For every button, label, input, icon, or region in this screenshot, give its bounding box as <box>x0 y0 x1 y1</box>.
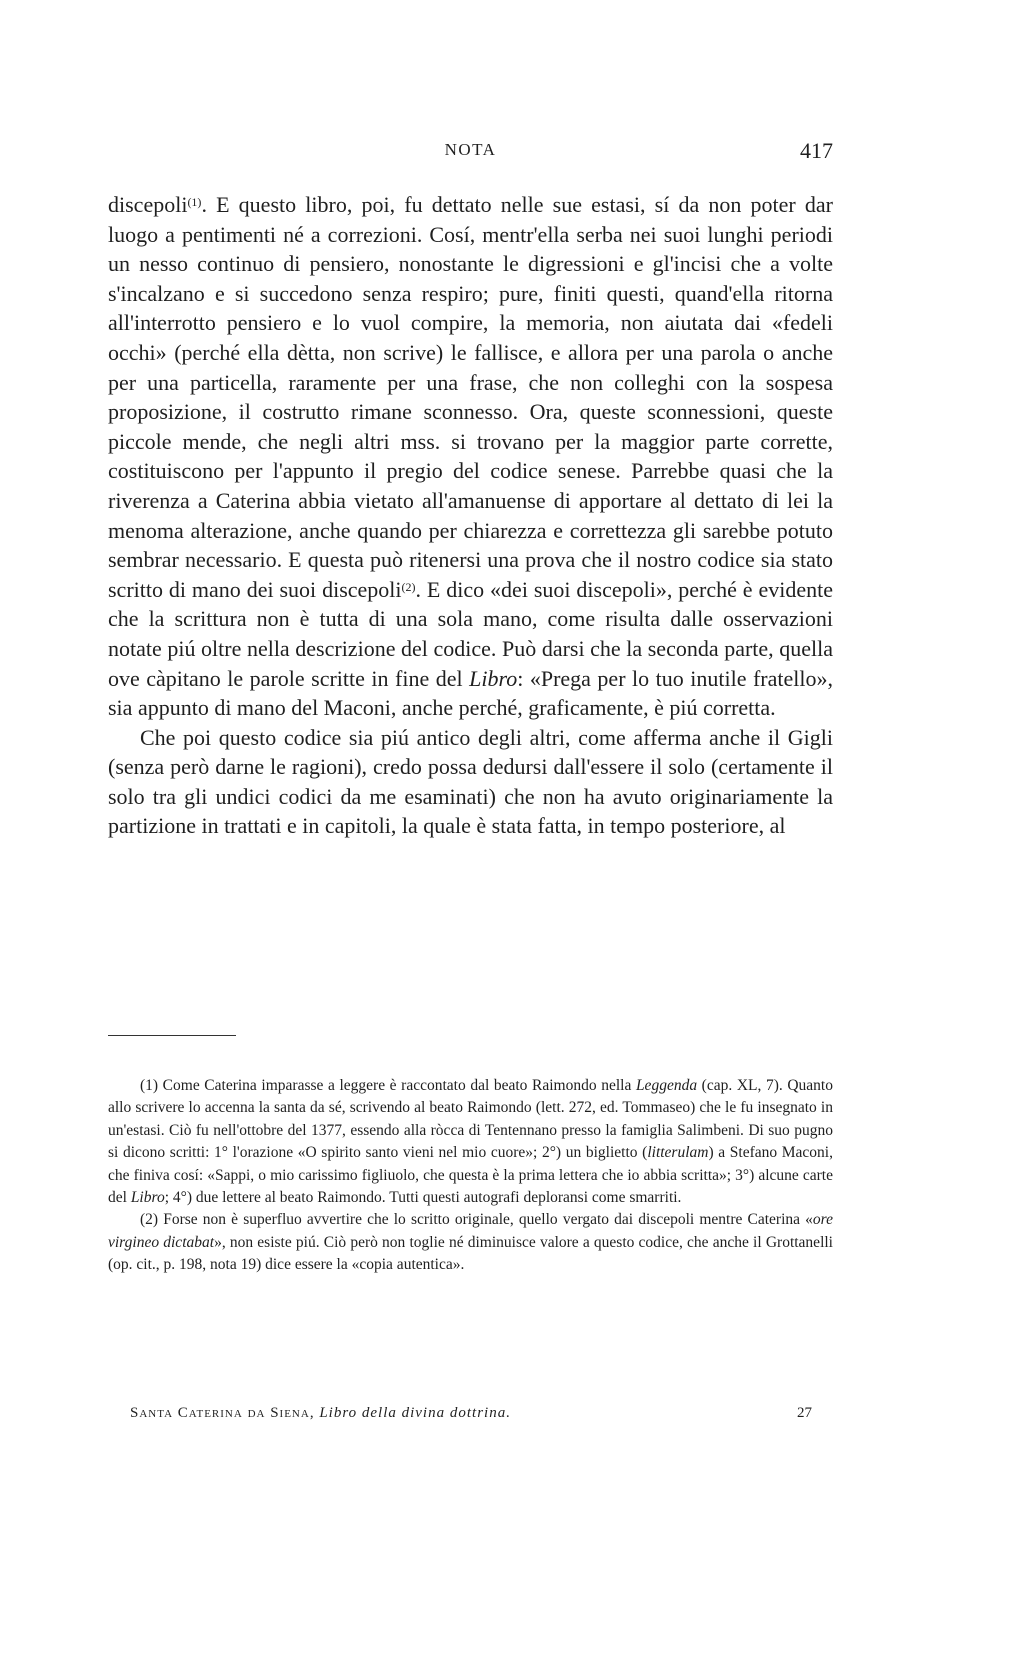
paragraph-1-text-d: : «Prega per lo tuo inutile fratello», sia appunto di mano del Maconi, anche perché, graficamente, è piú corretta. <box>108 665 833 721</box>
running-head <box>108 138 833 164</box>
page-number: 417 <box>800 138 833 163</box>
signature-author: Santa Caterina da Siena <box>130 1405 310 1421</box>
footnote-1-text-b: (cap. XL, 7). Quanto allo scrivere lo accenna la santa da sé, scrivendo al beato Raimondo (lett. 272, ed. Tommaseo) che le fu insegnato in un'estasi. Ciò fu nell'ottobre del 1377, essendo alla ròcca di Tentennano presso la famiglia Salimbeni. Di suo pugno si dicono scritti: 1° l'orazione «O spirito santo vieni nel mio cuore»; 2°) un biglietto ( <box>108 1077 833 1162</box>
signature-title: Libro della divina dottrina. <box>319 1405 511 1421</box>
footnote-1-text-c: ) a Stefano Maconi, che finiva cosí: «Sappi, o mio carissimo figliuolo, che questa è la prima lettera che io abbia scritta»; 3°) alcune carte del <box>108 1144 833 1207</box>
italic-libro-fn: Libro <box>130 1189 165 1207</box>
footnote-1-text-d: ; 4°) due lettere al beato Raimondo. Tutti questi autografi deploransi come smarriti. <box>164 1189 682 1207</box>
printer-signature <box>130 1405 812 1429</box>
italic-ore-virgineo: ore virgineo dictabat <box>108 1211 833 1251</box>
italic-libro: Libro <box>469 665 518 691</box>
footnote-ref-1: (1) <box>187 195 202 209</box>
italic-litterulam: litterulam <box>647 1144 709 1162</box>
paragraph-1-text-a: discepoli <box>108 192 188 217</box>
paragraph-2: Che poi questo codice sia piú antico degli altri, come afferma anche il Gigli (senza però darne le ragioni), credo possa dedursi dall'essere il solo (certamente il solo tra gli undici codici da me esaminati) che non ha avuto originariamente la partizione in trattati e in capitoli, la quale è stata fatta, in tempo posteriore, al <box>108 724 833 839</box>
footnote-1-text-a: (1) Come Caterina imparasse a leggere è raccontato dal beato Raimondo nella <box>140 1077 636 1094</box>
paragraph-1 <box>108 190 833 723</box>
paragraph-1-text-c: . E dico «dei suoi discepoli», perché è evidente che la scrittura non è tutta di una sola mano, come risulta dalle osservazioni notate piú oltre nella descrizione del codice. Può darsi che la seconda parte, quella ove càpitano le parole scritte in fine del <box>108 576 833 691</box>
body-text <box>108 190 833 841</box>
signature-number: 27 <box>797 1405 812 1421</box>
running-title: NOTA <box>444 140 497 159</box>
signature-line: Santa Caterina da Siena, Libro della divina dottrina. <box>130 1405 511 1421</box>
footnote-1 <box>108 1075 833 1209</box>
footnote-ref-2: (2) <box>401 579 416 594</box>
footnotes <box>108 1075 833 1277</box>
italic-leggenda: Leggenda <box>635 1077 698 1094</box>
footnote-2 <box>108 1209 833 1276</box>
footnote-2-text-b: », non esiste piú. Ciò però non toglie né diminuisce valore a questo codice, che anche il Grottanelli (op. cit., p. 198, nota 19) dice essere la «copia autentica». <box>108 1233 833 1274</box>
footnote-rule <box>108 1035 236 1036</box>
footnote-2-text-a: (2) Forse non è superfluo avvertire che lo scritto originale, quello vergato dai discepoli mentre Caterina « <box>140 1211 813 1229</box>
paragraph-1-text-b: . E questo libro, poi, fu dettato nelle sue estasi, sí da non poter dar luogo a pentimenti né a correzioni. Cosí, mentr'ella serba nei suoi lunghi periodi un nesso continuo di pensiero, nonostante le digressioni e gl'incisi che a volte s'incalzano e si succedono senza respiro; pure, finiti questi, quand'ella ritorna all'interrotto pensiero e lo vuol compire, la memoria, non aiutata dai «fedeli occhi» (perché ella dètta, non scrive) le fallisce, e allora per una parola o anche per una particella, raramente per una frase, che non colleghi con la sospesa proposizione, il costrutto rimane sconnesso. Ora, queste sconnessioni, queste piccole mende, che negli altri mss. si trovano per la maggior parte corrette, costituiscono per l'appunto il pregio del codice senese. Parrebbe quasi che la riverenza a Caterina abbia vietato all'amanuense di apportare al dettato di lei la menoma alterazione, anche quando per chiarezza e correttezza gli sarebbe potuto sembrar necessario. E questa può ritenersi una prova che il nostro codice sia stato scritto di mano dei suoi discepoli <box>108 192 833 602</box>
